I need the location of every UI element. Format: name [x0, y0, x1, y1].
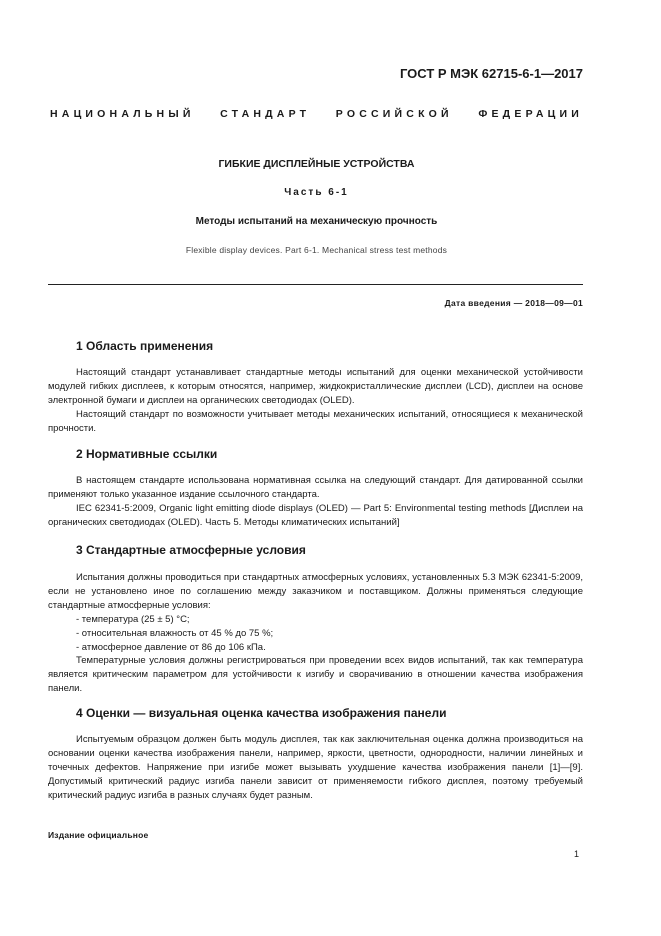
national-standard-heading: НАЦИОНАЛЬНЫЙ СТАНДАРТ РОССИЙСКОЙ ФЕДЕРАЦИИ [50, 108, 583, 120]
paragraph: Температурные условия должны регистрироваться при проведении всех видов испытаний, так как температура является критическим параметром для устойчивости к изгибу и сворачиванию в отношении качества изображения панели. [48, 655, 583, 695]
paragraph: Испытания должны проводиться при стандартных атмосферных условиях, установленных 5.3 МЭК 62341-5:2009, если не установлено иное по соглашению между заказчиком и поставщиком. Должны применяться следующие стандартные атмосферные условия: [48, 572, 583, 611]
paragraph: Настоящий стандарт устанавливает стандартные методы испытаний для оценки механической устойчивости модулей гибких дисплеев, к которым относятся, например, жидкокристаллические дисплеи (LCD), дисплеи на основе электронной бумаги и дисплеи на органических светодиодах (OLED). [48, 367, 583, 406]
document-part: Часть 6-1 [284, 187, 349, 198]
page-number: 1 [573, 849, 579, 859]
paragraph: Настоящий стандарт по возможности учитывает методы механических испытаний, относящиеся к механической прочности. [48, 408, 583, 434]
section-4-body [48, 733, 583, 803]
list-item: - относительная влажность от 45 % до 75 %; [76, 627, 274, 639]
section-4-title: 4 Оценки — визуальная оценка качества изображения панели [76, 706, 447, 720]
official-edition-label: Издание официальное [48, 830, 149, 840]
section-3-body [48, 571, 583, 696]
english-title: Flexible display devices. Part 6-1. Mechanical stress test methods [185, 245, 448, 255]
document-title: ГИБКИЕ ДИСПЛЕЙНЫЕ УСТРОЙСТВА [218, 158, 415, 170]
section-3-title: 3 Стандартные атмосферные условия [76, 543, 306, 557]
section-1-body [48, 366, 583, 436]
paragraph: В настоящем стандарте использована нормативная ссылка на следующий стандарт. Для датированной ссылки применяют только указанное издание ссылочного стандарта. [48, 475, 583, 500]
section-2-title: 2 Нормативные ссылки [76, 447, 218, 461]
section-1-title: 1 Область применения [76, 339, 214, 353]
standard-number: ГОСТ Р МЭК 62715-6-1—2017 [399, 66, 583, 81]
list-item: - атмосферное давление от 86 до 106 кПа. [76, 641, 266, 653]
section-2-body [48, 474, 583, 530]
horizontal-rule [48, 284, 583, 285]
paragraph: IEC 62341-5:2009, Organic light emitting diode displays (OLED) — Part 5: Environmental testing methods [Дисплеи на органических светодиодах (OLED). Часть 5. Методы климатических испытаний] [48, 502, 583, 528]
list-item: - температура (25 ± 5) °С; [76, 613, 190, 625]
introduction-date: Дата введения — 2018—09—01 [444, 298, 583, 308]
document-subtitle: Методы испытаний на механическую прочность [195, 216, 438, 227]
paragraph: Испытуемым образцом должен быть модуль дисплея, так как заключительная оценка должна производиться на основании оценки качества изображения панели, например, яркости, цветности, однородности, наличии линейных и точечных дефектов. Напряжение при изгибе может вызывать ухудшение качества изображения панели [1]—[9]. Допустимый критический радиус изгиба панели зависит от применяемости гибкого дисплея, поэтому требуемый критический радиус изгиба в разных случаях будет разным. [48, 734, 583, 801]
